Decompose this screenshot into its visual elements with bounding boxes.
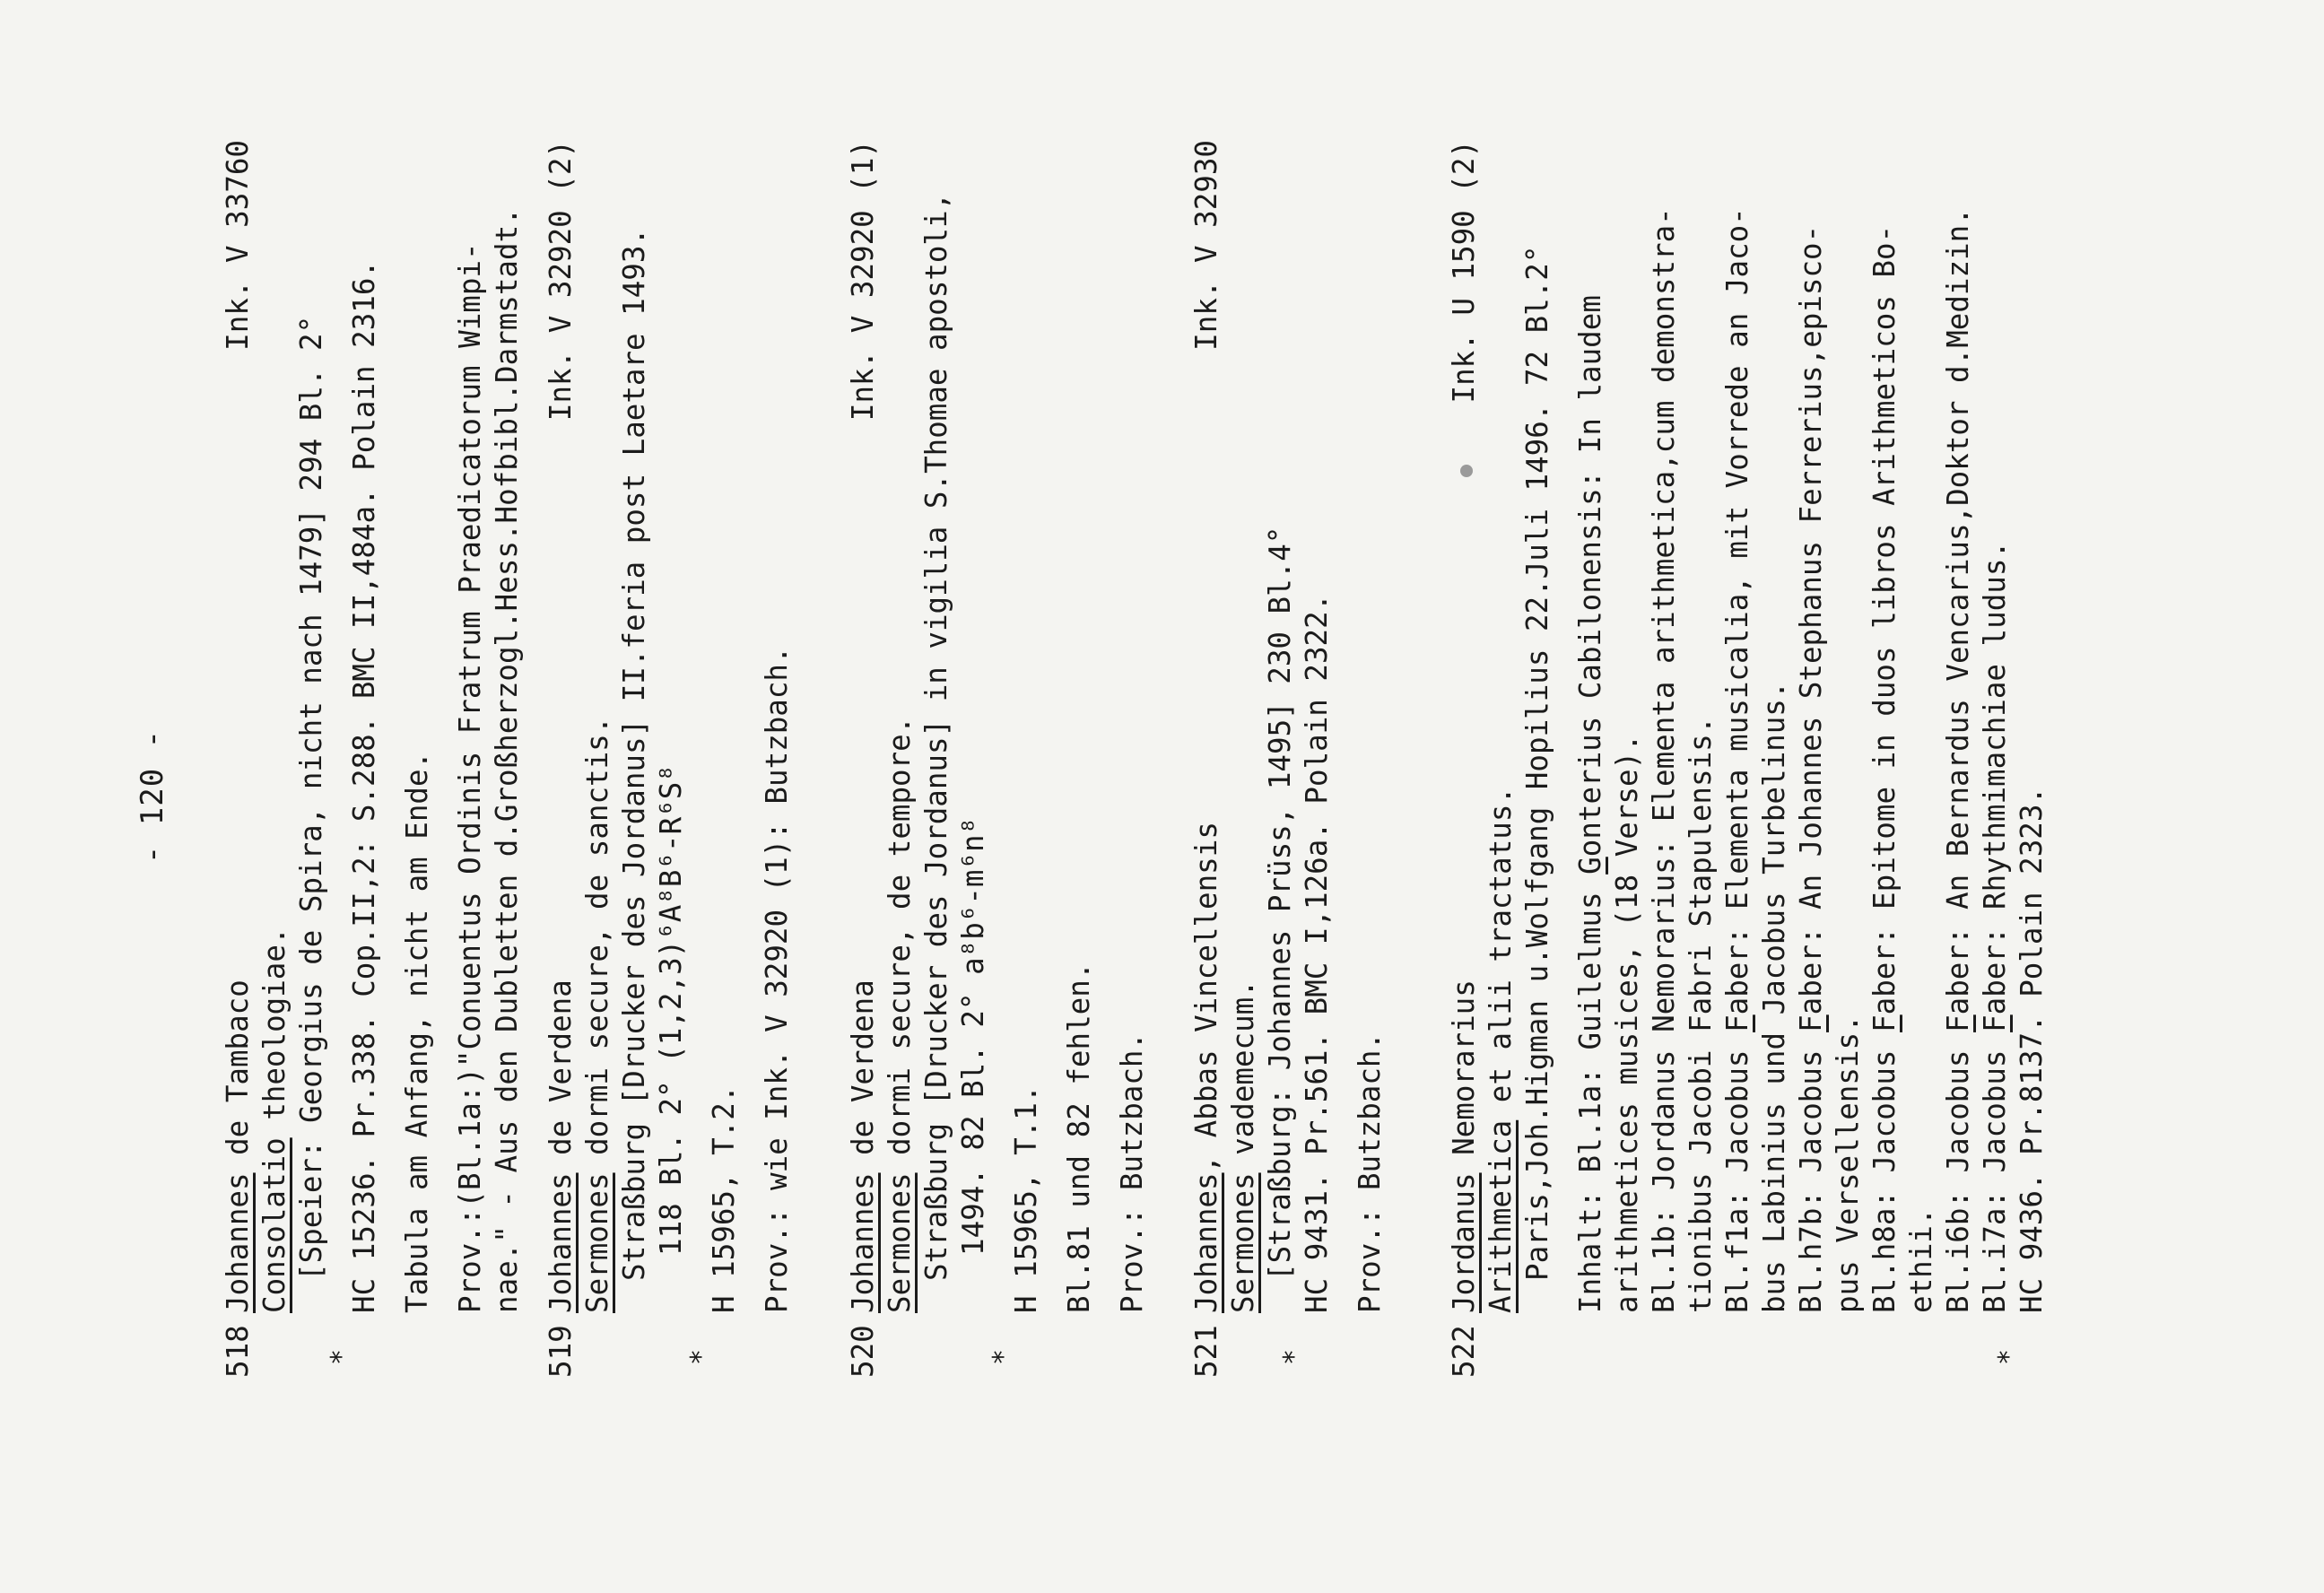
- shelfmark: Ink. U 1590 (2): [1447, 140, 1481, 404]
- contents-line: [1793, 140, 1830, 1378]
- author-name: Johannes: [544, 1172, 578, 1313]
- catalog-entry: [543, 140, 796, 1378]
- contents-text: aber: Epitome in duos libros Arithmeticos Bo-: [1867, 224, 1902, 1015]
- entry-number: 520: [846, 1325, 880, 1378]
- contents-line: ethii.: [1904, 1207, 1938, 1313]
- imprint-line: [Straßburg: Johannes Prüss, 1495] 230 Bl.4°: [1263, 526, 1297, 1281]
- entry-heading: [1188, 822, 1225, 1378]
- entry-heading-row: [1188, 140, 1225, 1378]
- entry-heading: [543, 979, 579, 1378]
- contents-line: bus Labinius und Jacobus Turbelinus.: [1757, 681, 1791, 1313]
- title-rest: et alii tractatus.: [1484, 786, 1518, 1120]
- imprint-line: Straßburg [Drucker des Jordanus] in vigilia S.Thomae apostoli,: [919, 192, 953, 1281]
- contents-line: Bl.1b: Jordanus Nemorarius: Elementa arithmetica,cum demonstra-: [1647, 207, 1681, 1313]
- reference-line: * HC 15236. Pr.338. Cop.II,2: S.288. BMC II,484a. Polain 2316.: [346, 140, 383, 1378]
- contents-text: aber: Elementa musicalia, mit Vorrede an Jaco-: [1720, 207, 1754, 1015]
- contents-initial: F: [1941, 1014, 1975, 1032]
- author-rest: de Verdena: [544, 979, 578, 1173]
- title-keyword: Sermones: [1226, 1172, 1260, 1313]
- contents-text: Bl.i6b: Jacobus: [1941, 1032, 1975, 1313]
- contents-text: Inhalt: Bl.1a: Guilelmus: [1573, 874, 1607, 1313]
- entry-heading: [220, 979, 257, 1378]
- title-line: [579, 140, 616, 1378]
- title-keyword: Sermones: [580, 1172, 614, 1313]
- page-number: - 120 -: [135, 728, 170, 865]
- title-line: [882, 140, 918, 1378]
- title-rest: dormi secure, de sanctis.: [580, 716, 614, 1173]
- entry-heading-row: [845, 140, 882, 1378]
- title-rest: theologiae.: [257, 927, 292, 1138]
- contents-line: pus Versellensis.: [1831, 1014, 1865, 1313]
- note-line: Bl.81 und 82 fehlen.: [1062, 962, 1096, 1313]
- author-name: Johannes: [1189, 1172, 1223, 1313]
- title-rest: vademecum.: [1226, 979, 1260, 1173]
- title-keyword: Sermones: [883, 1172, 917, 1313]
- author-name: Johannes: [846, 1172, 880, 1313]
- imprint-line: Paris,Joh.Higman u.Wolfgang Hopilius 22.Juli 1496. 72 Bl.2°: [1520, 245, 1554, 1281]
- contents-text: aber: Rhythmimachiae ludus.: [1978, 541, 2012, 1015]
- contents-initial: G: [1573, 857, 1607, 875]
- title-keyword: Consolatio: [257, 1137, 292, 1313]
- shelfmark: Ink. V 32930: [1189, 140, 1223, 351]
- imprint-line: Straßburg [Drucker des Jordanus] II.feria post Laetare 1493.: [617, 228, 651, 1281]
- contents-text: onterius Cabilonensis: In laudem: [1573, 295, 1607, 857]
- title-line: [1225, 140, 1262, 1378]
- contents-initial: F: [1794, 1014, 1828, 1032]
- provenance-line: Prov.: Butzbach.: [1115, 1032, 1149, 1313]
- title-rest: dormi secure, de tempore.: [883, 716, 917, 1173]
- contents-initial: F: [1720, 1014, 1754, 1032]
- shelfmark: Ink. V 33760: [221, 140, 255, 351]
- paper-blemish: [1460, 465, 1473, 477]
- contents-text: aber: An Bernardus Vencarius,Doktor d.Medizin.: [1941, 207, 1975, 1015]
- shelfmark: Ink. V 32920 (1): [846, 140, 880, 422]
- author-rest: Nemorarius: [1447, 979, 1481, 1173]
- provenance-line: Prov.:(Bl.1a:)"Conuentus Ordinis Fratrum Praedicatorum Wimpi-: [453, 242, 487, 1313]
- provenance-line: nae." - Aus den Dubletten d.Großherzogl.Hess.Hofbibl.Darmstadt.: [490, 207, 524, 1313]
- author-rest: de Tambaco: [221, 979, 255, 1173]
- imprint-line: [Speier: Georgius de Spira, nicht nach 1479] 294 Bl. 2°: [294, 315, 328, 1281]
- entry-number: 519: [544, 1325, 578, 1378]
- catalog-entry: [845, 140, 1151, 1378]
- reference-line: * H 15965, T.1.: [1008, 140, 1045, 1378]
- reference-line: * HC 9436. Pr.8137. Polain 2323.: [2014, 140, 2050, 1378]
- title-keyword: Arithmetica: [1484, 1119, 1518, 1313]
- entry-heading-row: [220, 140, 257, 1378]
- author-rest: de Verdena: [846, 979, 880, 1173]
- author-name: Johannes: [221, 1172, 255, 1313]
- collation-line: 1494. 82 Bl. 2° a⁸b⁶-m⁶n⁸: [956, 816, 990, 1256]
- reference-line: * H 15965, T.2.: [706, 140, 743, 1378]
- provenance-line: Prov.: wie Ink. V 32920 (1): Butzbach.: [760, 646, 794, 1313]
- contents-line: arithmetices musices, (18 Verse).: [1610, 734, 1644, 1313]
- entry-number: 522: [1447, 1325, 1481, 1378]
- title-line: [1483, 140, 1519, 1378]
- contents-line: tionibus Jacobi Fabri Stapulensis.: [1684, 716, 1718, 1313]
- contents-line: [1940, 140, 1977, 1378]
- contents-line: [1977, 140, 2014, 1378]
- contents-text: Bl.f1a: Jacobus: [1720, 1032, 1754, 1313]
- contents-initial: F: [1867, 1014, 1902, 1032]
- contents-text: Bl.h7b: Jacobus: [1794, 1032, 1828, 1313]
- author-rest: , Abbas Vincellensis: [1189, 822, 1223, 1173]
- catalog-entry: [1188, 140, 1388, 1378]
- note-line: Tabula am Anfang, nicht am Ende.: [400, 751, 434, 1313]
- contents-text: Bl.i7a: Jacobus: [1978, 1032, 2012, 1313]
- collation-line: 118 Bl. 2° (1,2,3)⁶A⁸B⁶-R⁶S⁸: [654, 764, 688, 1256]
- contents-text: Bl.h8a: Jacobus: [1867, 1032, 1902, 1313]
- author-name: Jordanus: [1447, 1172, 1481, 1313]
- contents-line: [1572, 140, 1609, 1378]
- entry-heading-row: [1446, 140, 1483, 1378]
- contents-line: [1719, 140, 1756, 1378]
- entry-heading: [1446, 979, 1483, 1378]
- entry-number: 521: [1189, 1325, 1223, 1378]
- catalog-entry: [220, 140, 526, 1378]
- shelfmark: Ink. V 32920 (2): [544, 140, 578, 422]
- contents-text: aber: An Johannes Stephanus Ferrerius,episco-: [1794, 224, 1828, 1015]
- contents-initial: F: [1978, 1014, 2012, 1032]
- title-line: [257, 140, 293, 1378]
- entry-number: 518: [221, 1325, 255, 1378]
- catalog-entry: [1446, 140, 2050, 1378]
- contents-line: [1867, 140, 1903, 1378]
- reference-line: * HC 9431. Pr.561. BMC I,126a. Polain 2322.: [1299, 140, 1336, 1378]
- entry-heading-row: [543, 140, 579, 1378]
- entry-heading: [845, 979, 882, 1378]
- provenance-line: Prov.: Butzbach.: [1353, 1032, 1387, 1313]
